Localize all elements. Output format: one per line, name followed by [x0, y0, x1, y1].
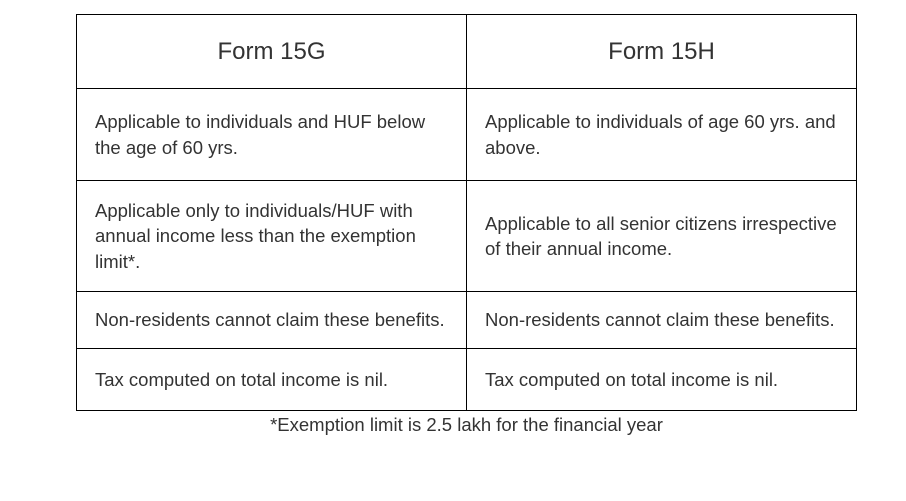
column-header-form-15h: Form 15H: [467, 15, 857, 89]
table-header-row: [77, 15, 857, 89]
cell-15h-tax-nil: Tax computed on total income is nil.: [467, 349, 857, 411]
column-header-form-15g: Form 15G: [77, 15, 467, 89]
cell-15h-non-residents: Non-residents cannot claim these benefits.: [467, 292, 857, 349]
cell-15g-income-limit: Applicable only to individuals/HUF with annual income less than the exemption limit*.: [77, 181, 467, 292]
cell-15h-eligibility-age: Applicable to individuals of age 60 yrs. and above.: [467, 89, 857, 181]
form-comparison-table: [76, 14, 857, 411]
cell-15g-eligibility-age: Applicable to individuals and HUF below the age of 60 yrs.: [77, 89, 467, 181]
cell-15h-income-limit: Applicable to all senior citizens irrespective of their annual income.: [467, 181, 857, 292]
exemption-limit-footnote: *Exemption limit is 2.5 lakh for the financial year: [270, 414, 663, 435]
table-row-tax-nil: [77, 349, 857, 411]
table-row-non-residents: [77, 292, 857, 349]
table-row-eligibility-age: [77, 89, 857, 181]
table-row-income-limit: [77, 181, 857, 292]
cell-15g-tax-nil: Tax computed on total income is nil.: [77, 349, 467, 411]
cell-15g-non-residents: Non-residents cannot claim these benefits.: [77, 292, 467, 349]
